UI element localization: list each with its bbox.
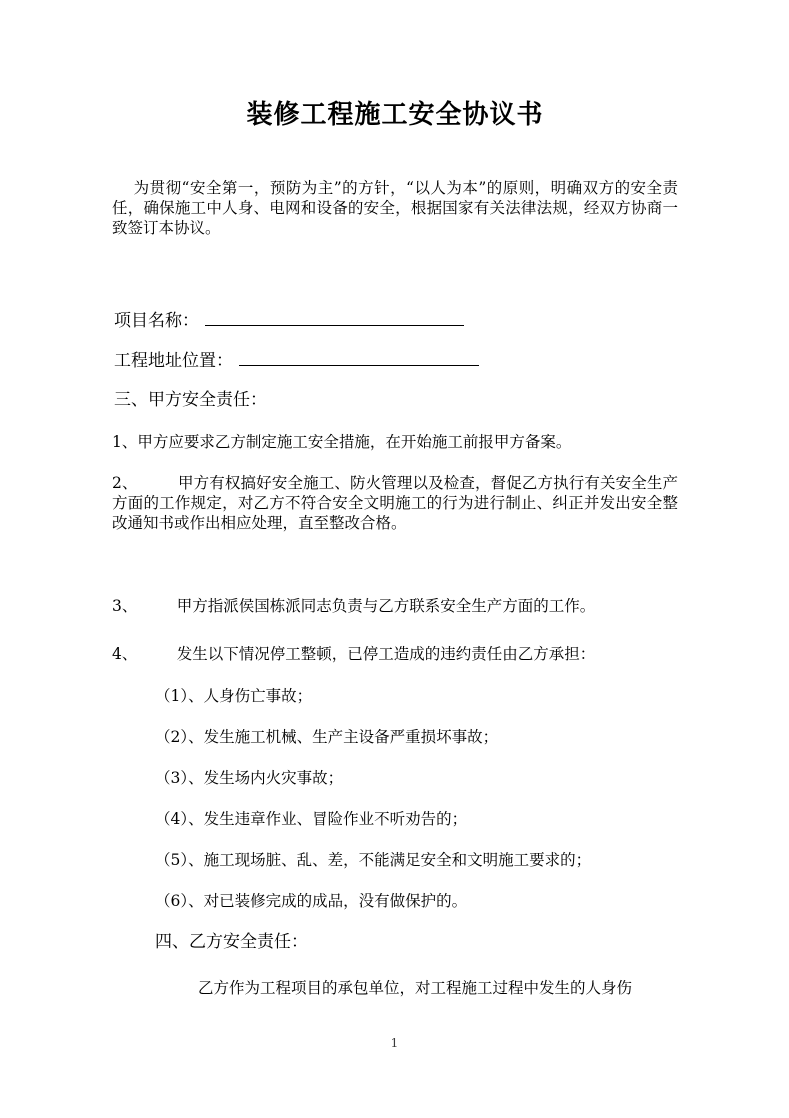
section-heading-party-a: 三、甲方安全责任： <box>114 390 267 410</box>
sub-clause-1: （1）、人身伤亡事故； <box>155 687 313 705</box>
page-title: 装修工程施工安全协议书 <box>246 100 544 130</box>
page-number: 1 <box>390 1036 399 1050</box>
clause-item-4: 4、 发生以下情况停工整顿，已停工造成的违约责任由乙方承担： <box>112 645 596 663</box>
sub-clause-5: （5）、施工现场脏、乱、差，不能满足安全和文明施工要求的； <box>155 851 592 869</box>
party-b-paragraph: 乙方作为工程项目的承包单位，对工程施工过程中发生的人身伤 <box>198 979 633 997</box>
project-address-field-row <box>114 350 678 371</box>
project-address-label: 工程地址位置： <box>114 351 233 371</box>
preamble-paragraph: 为贯彻“安全第一，预防为主”的方针，“以人为本”的原则，明确双方的安全责任，确保施工中人身、电网和设备的安全，根据国家有关法律法规，经双方协商一致签订本协议。 <box>112 179 678 237</box>
project-name-label: 项目名称： <box>114 311 199 331</box>
sub-clause-6: （6）、对已装修完成的成品，没有做保护的。 <box>155 892 468 910</box>
sub-clause-3: （3）、发生场内火灾事故； <box>155 769 344 787</box>
project-name-input[interactable] <box>205 310 464 326</box>
clause-item-2: 2、 甲方有权搞好安全施工、防火管理以及检查，督促乙方执行有关安全生产方面的工作规定，对乙方不符合安全文明施工的行为进行制止、纠正并发出安全整改通知书或作出相应处理，直至整改合格。 <box>112 474 678 532</box>
clause-item-3: 3、 甲方指派侯国栋派同志负责与乙方联系安全生产方面的工作。 <box>112 597 596 615</box>
sub-clause-4: （4）、发生违章作业、冒险作业不听劝告的； <box>155 810 468 828</box>
sub-clause-2: （2）、发生施工机械、生产主设备严重损坏事故； <box>155 728 499 746</box>
clause-item-1: 1、甲方应要求乙方制定施工安全措施，在开始施工前报甲方备案。 <box>112 433 572 451</box>
project-name-field-row <box>114 310 678 331</box>
project-address-input[interactable] <box>239 350 479 366</box>
section-heading-party-b: 四、乙方安全责任： <box>155 932 308 952</box>
